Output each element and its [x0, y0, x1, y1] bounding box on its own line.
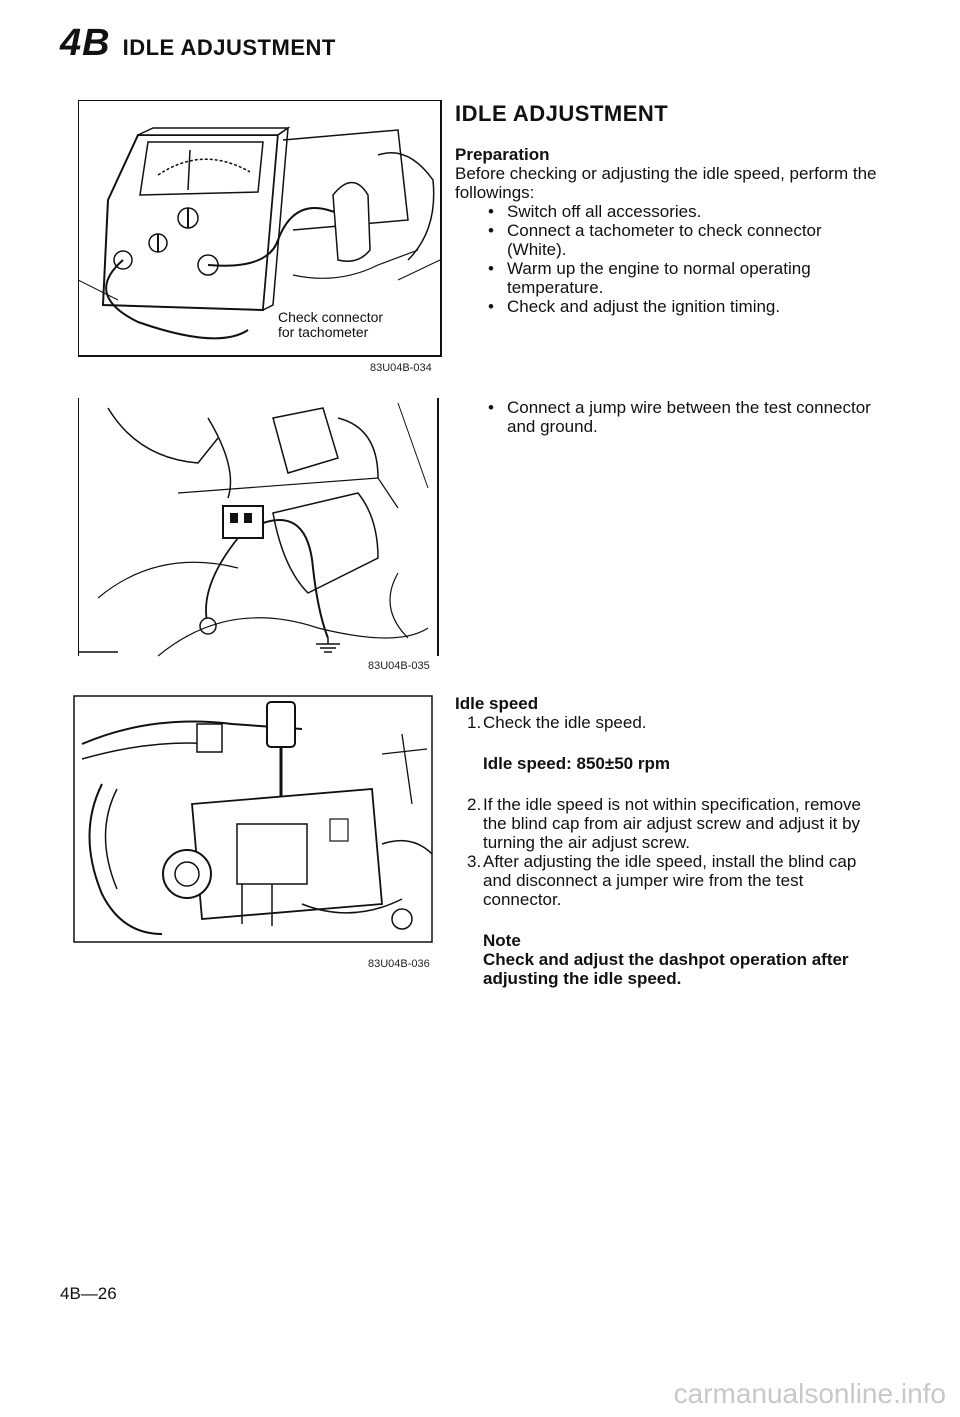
step-item: 3. After adjusting the idle speed, install the blind cap and disconnect a jumper wire from the test connector.: [467, 852, 857, 909]
jump-wire-bullet: • Connect a jump wire between the test connector and ground.: [455, 398, 885, 436]
watermark: carmanualsonline.info: [673, 1378, 946, 1409]
section-title: IDLE ADJUSTMENT: [122, 35, 336, 60]
idle-speed-title: Idle speed: [455, 694, 539, 713]
figure-air-adjust-screw: [72, 694, 434, 970]
page-header: [60, 22, 336, 65]
section-number: 4B: [60, 22, 111, 64]
page-number: 4B—26: [60, 1284, 117, 1303]
figure-code: 83U04B-036: [368, 958, 430, 970]
step-item: 2. If the idle speed is not within specification, remove the blind cap from air adjust screw and adjust it by turning the air adjust screw.: [467, 795, 861, 852]
content-heading: IDLE ADJUSTMENT: [455, 101, 669, 126]
step-item: 1. Check the idle speed.: [467, 713, 647, 732]
main-content: [455, 101, 885, 316]
figure-jump-wire: [78, 398, 440, 672]
idle-speed-spec: Idle speed: 850±50 rpm: [483, 754, 670, 773]
figure-code: 83U04B-034: [370, 362, 432, 374]
note-text: Check and adjust the dashpot operation after adjusting the idle speed.: [483, 950, 849, 988]
prep-bullet: • Warm up the engine to normal operating temperature.: [455, 259, 885, 297]
preparation-section: [455, 145, 885, 316]
prep-bullet: • Switch off all accessories.: [455, 202, 885, 221]
preparation-title: Preparation: [455, 145, 550, 164]
prep-bullet: • Check and adjust the ignition timing.: [455, 297, 885, 316]
jump-wire-section: [455, 398, 885, 436]
figure-code: 83U04B-035: [368, 660, 430, 672]
preparation-intro: Before checking or adjusting the idle speed, perform the followings:: [455, 164, 877, 202]
figure-tachometer: [78, 100, 443, 374]
note-title: Note: [483, 931, 521, 950]
callout-check-connector: Check connector for tachometer: [278, 309, 384, 340]
prep-bullet: • Connect a tachometer to check connector (White).: [455, 221, 885, 259]
idle-speed-section: [455, 694, 885, 988]
